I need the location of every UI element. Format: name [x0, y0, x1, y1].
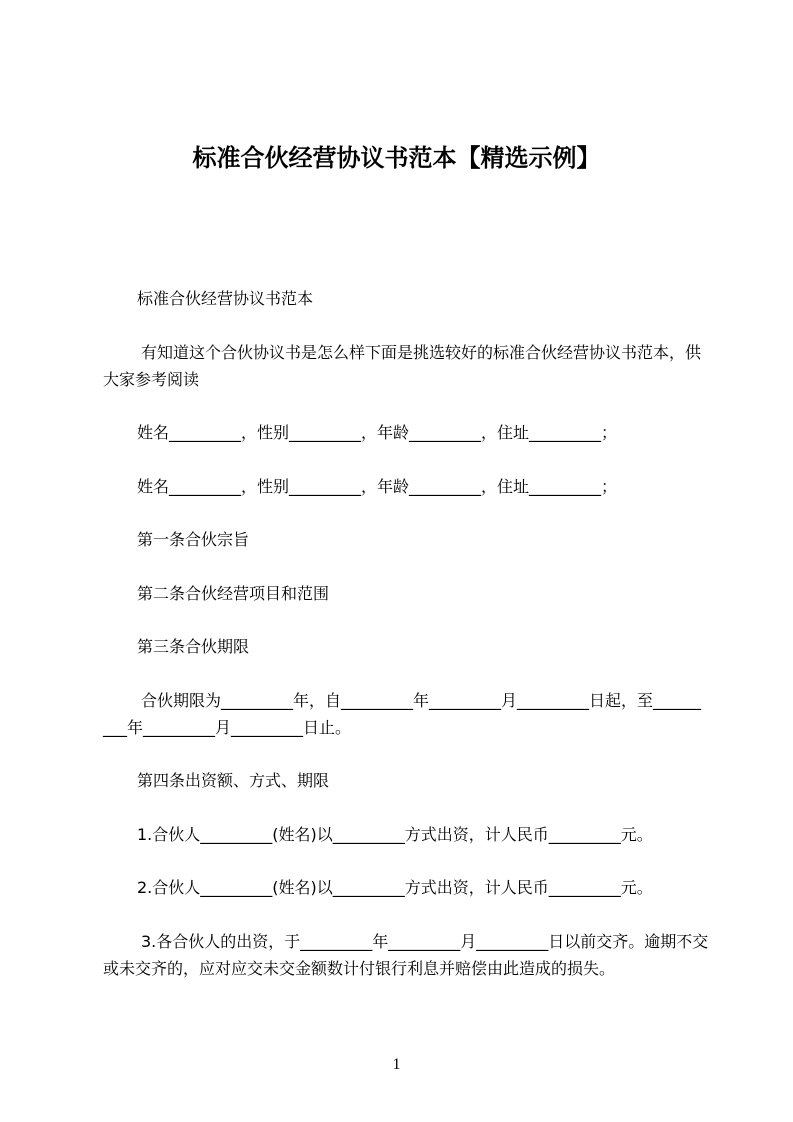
paragraph-line: 合伙期限为_________年，自_________年_________月_________日起，至______	[141, 690, 702, 710]
contribution-item-3	[103, 928, 713, 982]
party-info-line-1	[103, 419, 713, 446]
page-number: 1	[392, 1056, 401, 1073]
intro-paragraph	[103, 339, 713, 393]
article-1-heading	[103, 526, 713, 553]
partnership-term-clause	[103, 687, 713, 741]
paragraph-line: 或未交齐的，应对应交未交金额数计付银行利息并赔偿由此造成的损失。	[103, 958, 616, 978]
document-body	[103, 285, 713, 1008]
article-3-heading	[103, 633, 713, 660]
article-4-heading	[103, 767, 713, 794]
paragraph-line: 2.合伙人_________(姓名)以_________方式出资，计人民币_________元。	[137, 878, 653, 897]
paragraph-line: 3.各合伙人的出资，于_________年_________月_________日以前交齐。逾期不交	[141, 931, 709, 951]
paragraph-line: 第一条合伙宗旨	[137, 530, 250, 549]
contribution-item-2	[103, 874, 713, 901]
paragraph-line: 姓名_________，性别_________，年龄_________，住址_________；	[137, 423, 618, 442]
paragraph-line: 有知道这个合伙协议书是怎么样下面是挑选较好的标准合伙经营协议书范本，供	[141, 342, 702, 362]
paragraph-line: 姓名_________，性别_________，年龄_________，住址_________；	[137, 476, 618, 496]
paragraph-line: 第三条合伙期限	[137, 637, 250, 656]
document-title: 标准合伙经营协议书范本【精选示例】	[192, 144, 601, 172]
paragraph-line: 标准合伙经营协议书范本	[137, 289, 314, 308]
paragraph-line: 第四条出资额、方式、期限	[137, 771, 330, 790]
paragraph-line: ___年_________月_________日止。	[103, 717, 352, 737]
party-info-line-2	[103, 473, 713, 500]
paragraph-line: 1.合伙人_________(姓名)以_________方式出资，计人民币_________元。	[137, 824, 653, 844]
paragraph-line: 大家参考阅读	[103, 369, 200, 389]
paragraph-line: 第二条合伙经营项目和范围	[137, 583, 330, 603]
document-subheading	[103, 285, 713, 312]
contribution-item-1	[103, 821, 713, 848]
article-2-heading	[103, 580, 713, 607]
